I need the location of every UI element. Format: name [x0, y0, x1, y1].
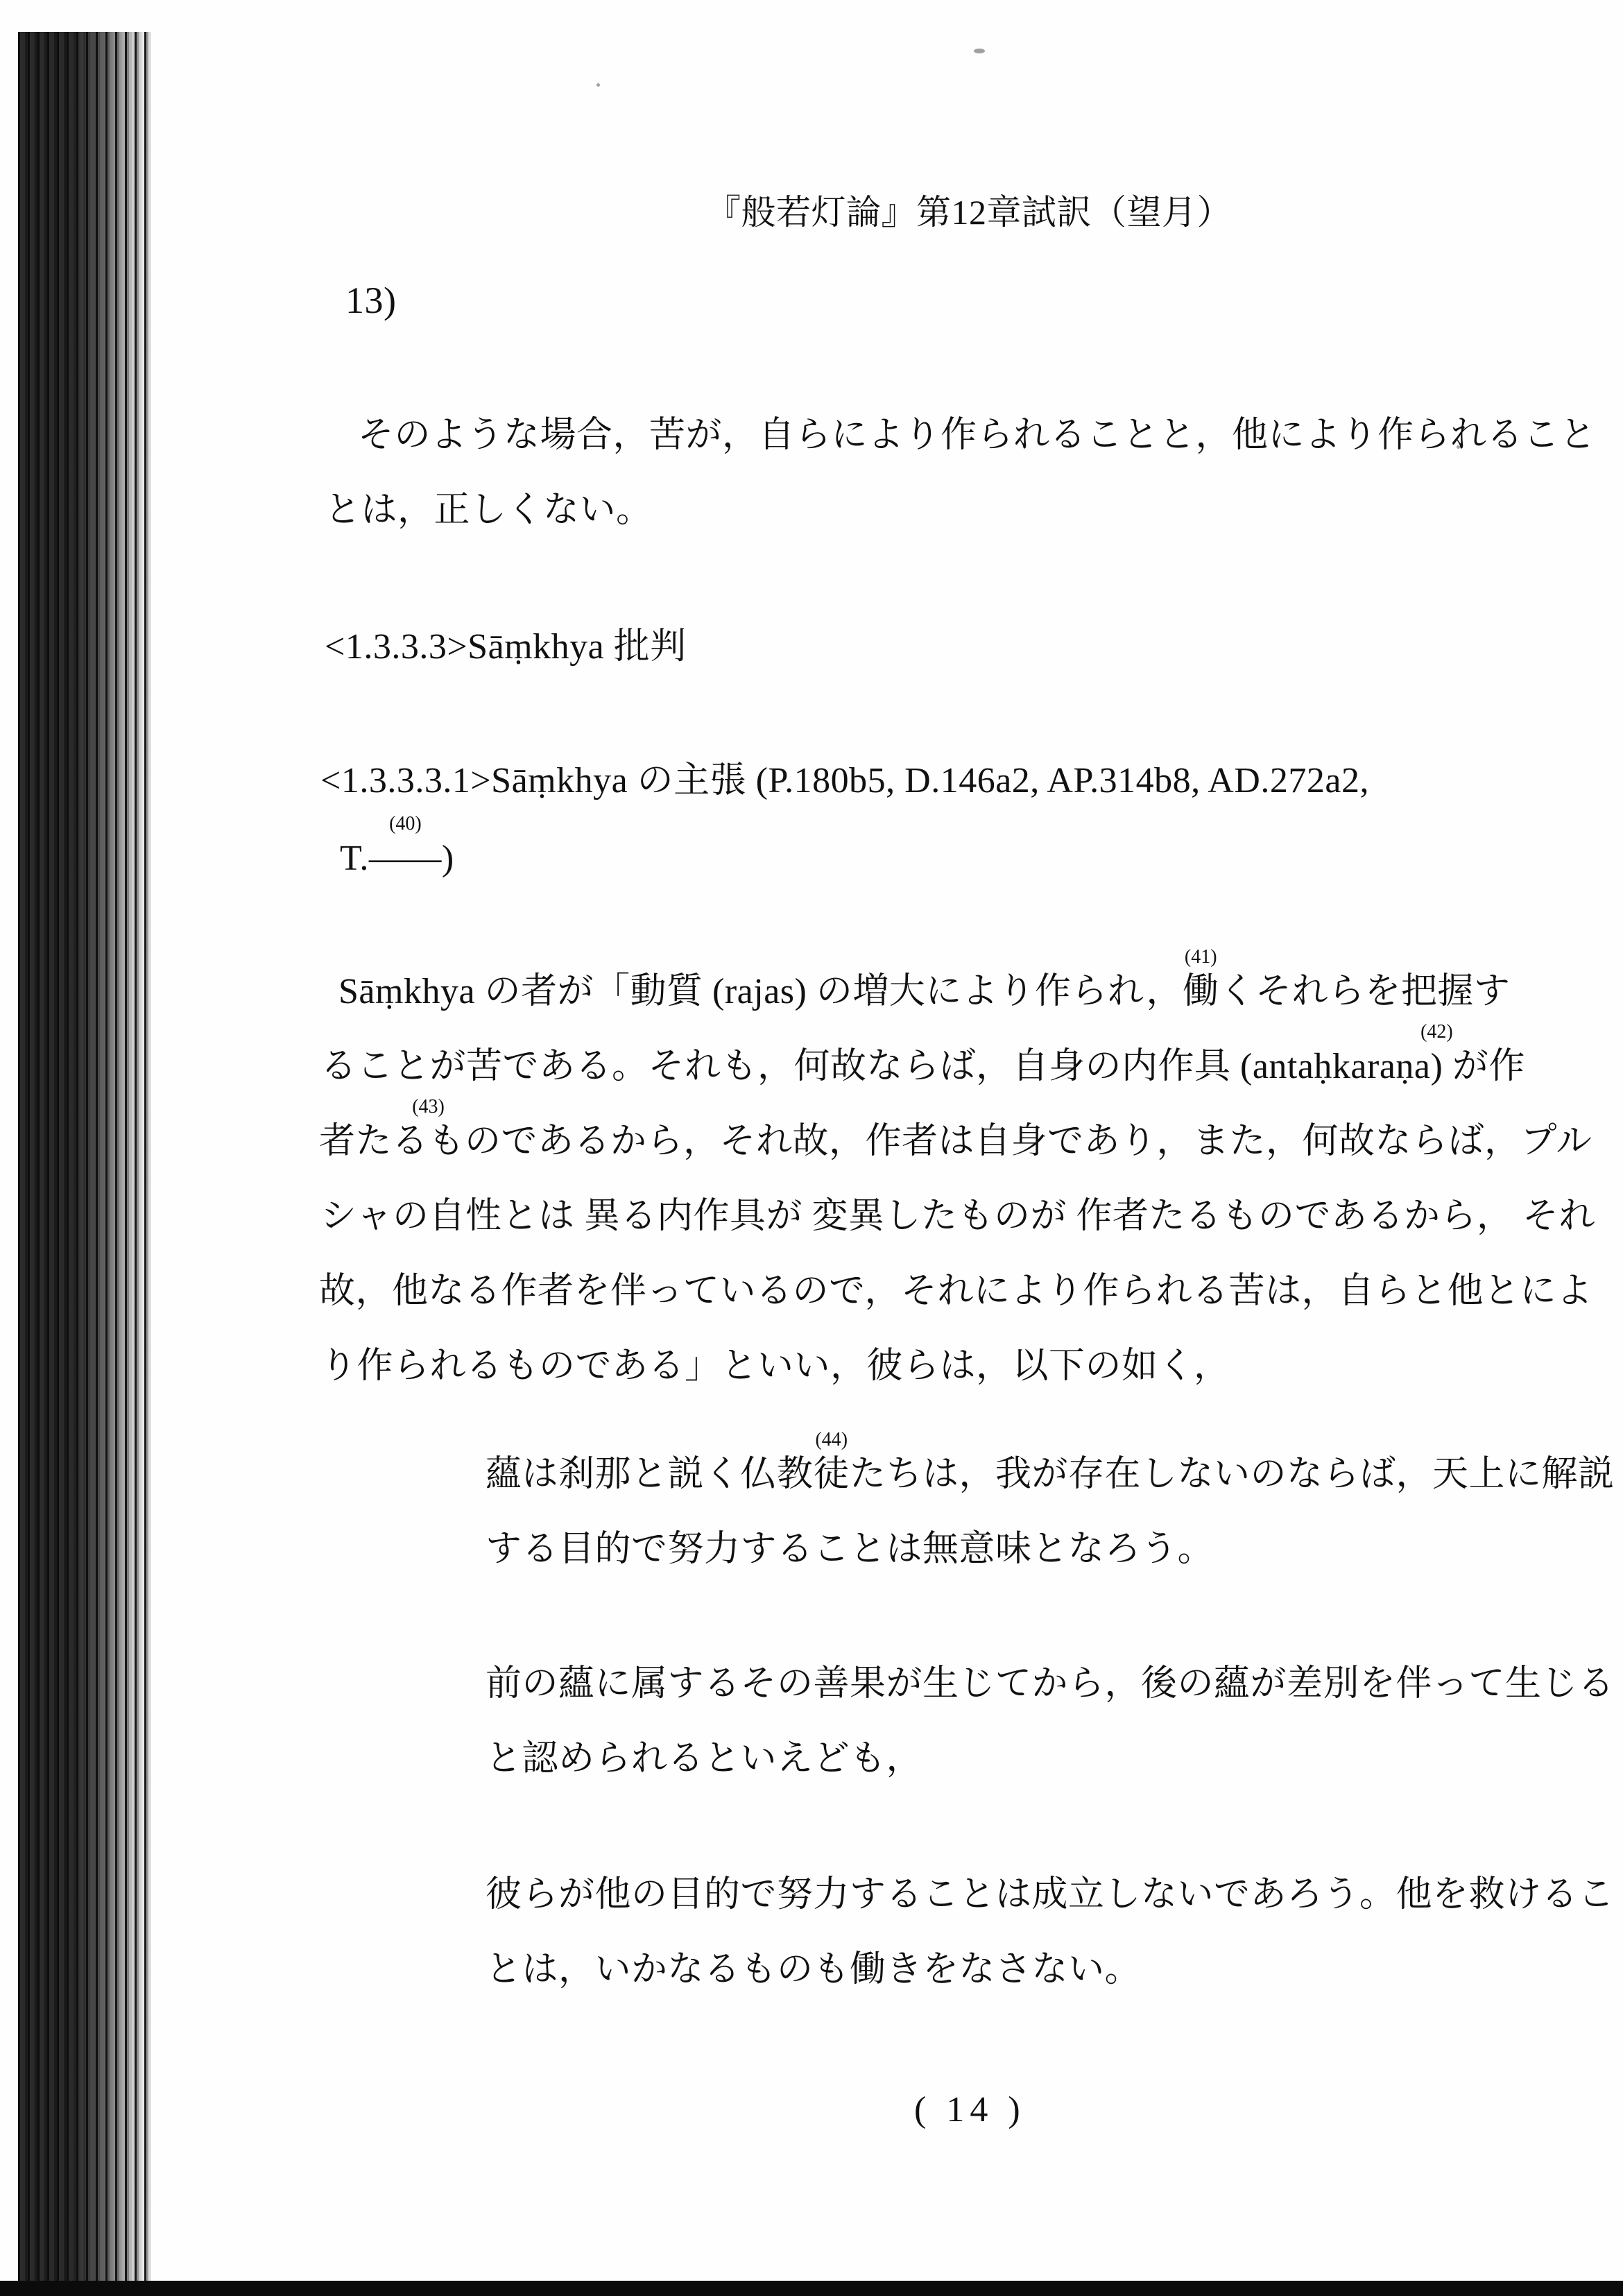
text-segment: ): [441, 839, 454, 878]
intro-paragraph-line2: とは，正しくない。: [325, 490, 653, 530]
samkhya-paragraph-line6: り作られるものである」といい，彼らは，以下の如く，: [320, 1346, 1230, 1386]
footnote-marker-43: (43): [412, 1096, 445, 1117]
text-segment: が作: [1443, 1047, 1525, 1086]
footnote-marker-42: (42): [1420, 1021, 1453, 1043]
scan-bottom-edge: [0, 2281, 1623, 2296]
text-segment-with-note: [392, 1096, 465, 1163]
scan-smudge: [974, 49, 985, 53]
intro-paragraph-line1: そのような場合，苦が，自らにより作られることと，他により作られること: [358, 415, 1597, 455]
text-segment: るも: [392, 1122, 465, 1161]
text-segment: のであるから，それ故，作者は自身であり，また，何故ならば，プル: [465, 1122, 1592, 1161]
section-heading-13331-line2: [340, 813, 454, 880]
text-segment: ることが苦である。それも，何故ならば，自身の内作具 (antaḥkaraṇa: [320, 1047, 1431, 1086]
text-segment: ——: [368, 839, 442, 878]
samkhya-paragraph-line1: [338, 946, 1511, 1013]
text-segment: くそれらを把握す: [1219, 972, 1511, 1011]
scan-speck: [596, 83, 600, 87]
footnote-marker-44: (44): [815, 1429, 848, 1450]
text-segment: ): [1430, 1047, 1443, 1086]
text-segment: 蘊は刹那と説く仏教: [486, 1455, 814, 1494]
section-heading-1333: <1.3.3.3>Sāṃkhya 批判: [325, 627, 687, 667]
text-segment-with-note: [813, 1429, 850, 1496]
text-segment-with-note: [1420, 1021, 1453, 1088]
running-head: 『般若灯論』第12章試訳（望月）: [706, 193, 1232, 232]
text-segment: 徒: [813, 1455, 850, 1494]
verse3-line1: 彼らが他の目的で努力することは成立しないであろう。他を救けるこ: [486, 1875, 1615, 1914]
section-heading-13331-line1: <1.3.3.3.1>Sāṃkhya の主張 (P.180b5, D.146a2, AP.314b8, AD.272a2,: [320, 761, 1369, 800]
footnote-marker-41: (41): [1184, 946, 1217, 968]
verse2-line1: 前の蘊に属するその善果が生じてから，後の蘊が差別を伴って生じる: [486, 1664, 1615, 1704]
text-segment: たちは，我が存在しないのならば，天上に解説: [850, 1455, 1615, 1494]
samkhya-paragraph-line3: [319, 1096, 1592, 1163]
samkhya-paragraph-line5: 故，他なる作者を伴っているので，それにより作られる苦は，自らと他とによ: [319, 1271, 1593, 1311]
text-segment: 者た: [319, 1122, 393, 1161]
page-number: ( 14 ): [914, 2090, 1026, 2130]
verse1-line1: [486, 1429, 1615, 1496]
text-segment-with-note: [368, 813, 442, 880]
footnote-marker-40: (40): [389, 813, 422, 834]
verse2-line2: と認められるといえども，: [486, 1739, 923, 1779]
text-segment: 働: [1182, 972, 1219, 1011]
footnote-continuation-number: 13): [345, 280, 397, 321]
samkhya-paragraph-line4: シャの自性とは 異る内作具が 変異したものが 作者たるものであるから， それ: [320, 1197, 1595, 1236]
text-segment: T.: [340, 839, 369, 878]
scan-binding-gutter: [18, 32, 151, 2296]
samkhya-paragraph-line2: [320, 1021, 1525, 1088]
text-segment-with-note: [1182, 946, 1219, 1013]
verse3-line2: とは，いかなるものも働きをなさない。: [486, 1950, 1142, 1989]
verse1-line2: する目的で努力することは無意味となろう。: [486, 1530, 1214, 1569]
text-segment: Sāṃkhya の者が「動質 (rajas) の増大により作られ，: [338, 972, 1183, 1011]
